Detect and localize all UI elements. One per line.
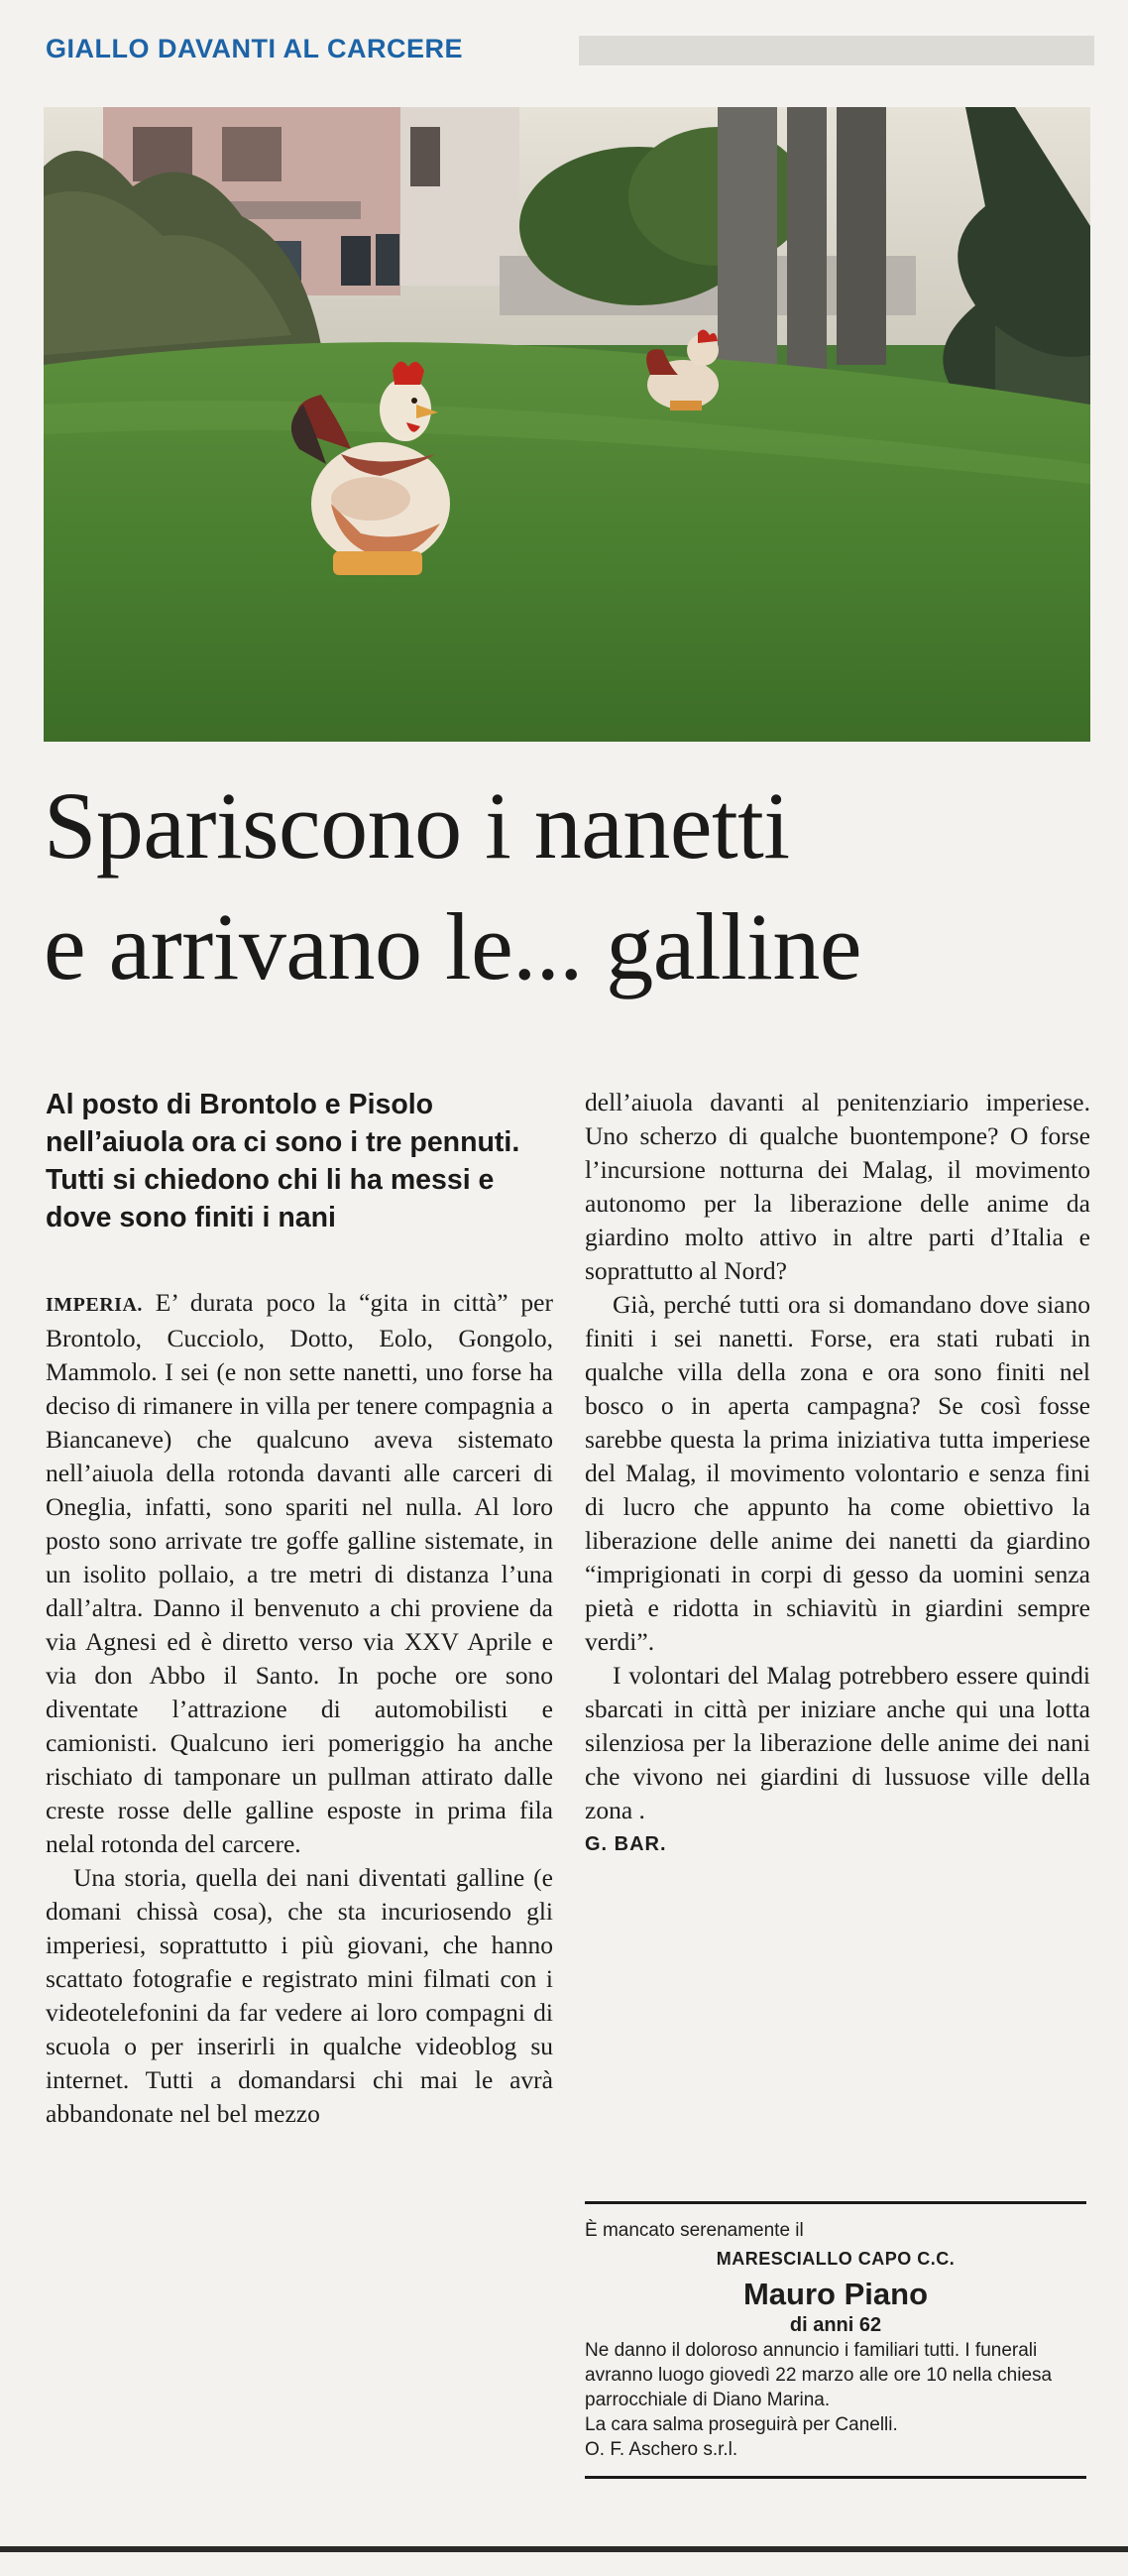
paragraph-1 <box>46 1286 553 1861</box>
right-column <box>585 1086 1090 1856</box>
section-kicker: GIALLO DAVANTI AL CARCERE <box>46 34 463 63</box>
obituary-notice <box>585 2201 1086 2479</box>
article-body-left <box>46 1286 553 2131</box>
paragraph-2-continued: dell’aiuola davanti al penitenziario imperiese. Uno scherzo di qualche buontempone? O forse l’incursione notturna dei Malag, il movimento autonomo per la liberazione delle anime da giardino molto attivo in altre parti d’Italia e soprattutto al Nord? <box>585 1088 1090 1285</box>
headline <box>44 765 1094 1007</box>
left-column <box>46 1086 553 2131</box>
article-body-right <box>585 1086 1090 1827</box>
obituary-intro: È mancato serenamente il <box>585 2220 804 2241</box>
obituary-agency: O. F. Aschero s.r.l. <box>585 2439 738 2460</box>
obituary-note: La cara salma proseguirà per Canelli. <box>585 2414 898 2435</box>
obituary-age: di anni 62 <box>789 2314 882 2336</box>
kicker-rule <box>579 36 1094 65</box>
byline: G. BAR. <box>585 1833 667 1855</box>
obituary-text: Ne danno il doloroso annuncio i familiari tutti. I funerali avranno luogo giovedì 22 marzo alle ore 10 nella chiesa parrocchiale di Diano Marina. <box>585 2340 1053 2410</box>
summary-deck: Al posto di Brontolo e Pisolo nell’aiuola ora ci sono i tre pennuti. Tutti si chiedono chi li ha messi e dove sono finiti i nani <box>46 1089 520 1233</box>
headline-line-2: e arrivano le... galline <box>44 893 861 999</box>
page-bottom-rule <box>0 2546 1128 2552</box>
headline-line-1: Spariscono i nanetti <box>44 772 790 878</box>
photo-illustration <box>44 107 1090 742</box>
obituary-rank: MARESCIALLO CAPO C.C. <box>716 2249 956 2269</box>
paragraph-4: I volontari del Malag potrebbero essere quindi sbarcati in città per iniziare anche qui una lotta silenziosa per la liberazione delle anime dei nani che vivono nei giardini di lussuose ville della zona . <box>585 1661 1090 1824</box>
obituary-name: Mauro Piano <box>742 2277 928 2311</box>
article-photo <box>44 107 1090 742</box>
paragraph-3: Già, perché tutti ora si domandano dove siano finiti i sei nanetti. Forse, era stati rubati in qualche villa della zona e ora sono finiti nel bosco o in aperta campagna? Se così fosse sarebbe questa la prima iniziativa tutta imperiese del Malag, il movimento volontario e senza fini di lucro che appunto ha come obiettivo la liberazione delle anime dei nanetti da giardino “imprigionati in corpi di gesso da uomini senza pietà e ridotta in schiavitù in giardini sempre verdi”. <box>585 1290 1090 1656</box>
paragraph-1-text: E’ durata poco la “gita in città” per Brontolo, Cucciolo, Dotto, Eolo, Gongolo, Mammolo. I sei (e non sette nanetti, uno forse ha deciso di rimanere in villa per tenere compagnia a Biancaneve) che qualcuno aveva sistemato nell’aiuola della rotonda davanti alle carceri di Oneglia, infatti, sono spariti nel nulla. Al loro posto sono arrivate tre goffe galline sistemate, in un isolito pollaio, a tre metri di distanza l’una dall’altra. Danno il benvenuto a chi proviene da via Agnesi ed è diretto verso via XXV Aprile e via don Abbo il Santo. In poche ore sono diventate l’attrazione di automobilisti e camionisti. Qualcuno ieri pomeriggio ha anche rischiato di tamponare un pullman attirato dalle creste rosse delle galline esposte in prima fila nelal rotonda del carcere. <box>46 1288 553 1858</box>
paragraph-2: Una storia, quella dei nani diventati galline (e domani chissà cosa), che sta incuriosendo gli imperiesi, soprattutto i più giovani, che hanno scattato fotografie e registrato mini filmati con i videotelefonini da far vedere ai loro compagni di scuola o per inserirli in qualche videoblog su internet. Tutti a domandarsi chi mai le avrà abbandonate nel bel mezzo <box>46 1863 553 2128</box>
dateline: IMPERIA. <box>46 1294 143 1316</box>
obituary-bottom-rule <box>585 2476 1086 2479</box>
